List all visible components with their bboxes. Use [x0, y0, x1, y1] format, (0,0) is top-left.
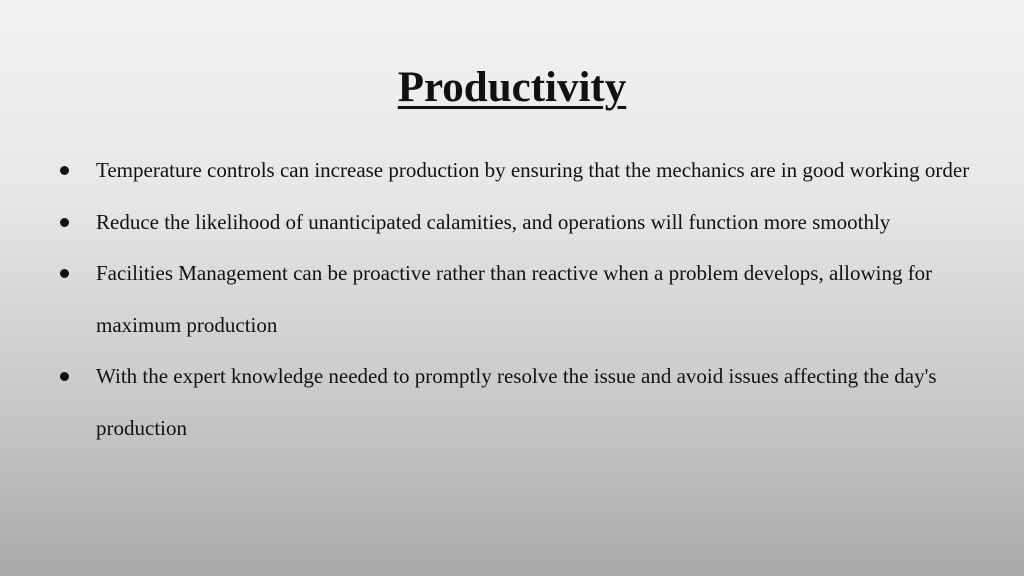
bullet-text: Reduce the likelihood of unanticipated calamities, and operations will function more smoothly	[96, 209, 891, 234]
bullet-item	[54, 351, 974, 454]
bullet-text: Temperature controls can increase production by ensuring that the mechanics are in good working order	[96, 158, 970, 182]
bullet-list	[54, 145, 974, 454]
bullet-text: Facilities Management can be proactive rather than reactive when a problem develops, allowing for maximum production	[96, 261, 933, 337]
bullet-dot-icon	[60, 166, 69, 175]
bullet-dot-icon	[60, 269, 69, 278]
bullet-dot-icon	[60, 372, 69, 381]
bullet-item	[54, 197, 974, 249]
bullet-text: With the expert knowledge needed to promptly resolve the issue and avoid issues affecting the day's production	[96, 364, 937, 440]
bullet-item	[54, 248, 974, 351]
bullet-item	[54, 145, 974, 197]
slide-title: Productivity	[397, 64, 627, 111]
bullet-dot-icon	[60, 218, 69, 227]
